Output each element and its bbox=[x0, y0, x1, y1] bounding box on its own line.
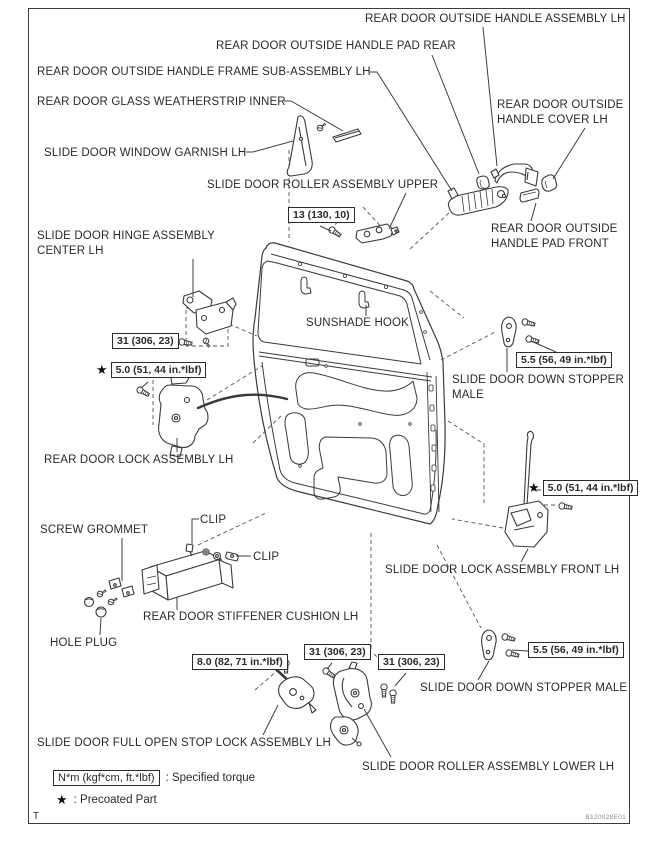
label-line: SLIDE DOOR HINGE ASSEMBLY bbox=[37, 230, 216, 242]
legend-precoated-text: : Precoated Part bbox=[73, 794, 157, 806]
torque-spec-box: 5.5 (56, 49 in.*lbf) bbox=[516, 352, 612, 368]
roller-lower-drawing bbox=[331, 662, 372, 746]
hinge-center-drawing bbox=[183, 291, 236, 334]
label-rear-door-outside-handle-pad-rear: REAR DOOR OUTSIDE HANDLE PAD REAR bbox=[216, 40, 456, 52]
label-slide-door-window-garnish: SLIDE DOOR WINDOW GARNISH LH bbox=[44, 147, 247, 159]
precoated-star-icon: ★ bbox=[56, 792, 68, 807]
label-line: HANDLE COVER LH bbox=[497, 113, 608, 126]
clip-drawing-upper bbox=[186, 544, 193, 556]
label-slide-door-roller-lower: SLIDE DOOR ROLLER ASSEMBLY LOWER LH bbox=[362, 761, 615, 773]
label-clip-lower: CLIP bbox=[253, 551, 280, 563]
glass-weatherstrip-drawing bbox=[333, 129, 361, 142]
torque-spec-precoated bbox=[528, 480, 638, 496]
torque-spec-box: 5.0 (51, 44 in.*lbf) bbox=[543, 480, 639, 496]
handle-frame-drawing bbox=[448, 187, 508, 215]
label-rear-door-outside-handle-frame: REAR DOOR OUTSIDE HANDLE FRAME SUB-ASSEMBLY LH bbox=[37, 66, 371, 78]
label-slide-door-hinge-center bbox=[37, 229, 215, 258]
torque-spec-box: 5.0 (51, 44 in.*lbf) bbox=[111, 362, 207, 378]
door-panel-drawing bbox=[253, 243, 445, 524]
label-line: HANDLE PAD FRONT bbox=[491, 237, 609, 250]
precoated-star-icon: ★ bbox=[528, 480, 540, 495]
label-rear-door-lock-assembly: REAR DOOR LOCK ASSEMBLY LH bbox=[44, 454, 234, 466]
label-slide-door-lock-front: SLIDE DOOR LOCK ASSEMBLY FRONT LH bbox=[385, 564, 620, 576]
label-slide-door-down-stopper-right bbox=[452, 373, 624, 402]
grommet-screw-b bbox=[107, 596, 118, 605]
handle-pad-front-drawing bbox=[520, 189, 539, 202]
handle-assembly-drawing bbox=[491, 164, 538, 186]
legend-torque bbox=[53, 770, 255, 786]
label-rear-door-stiffener-cushion: REAR DOOR STIFFENER CUSHION LH bbox=[143, 611, 359, 623]
label-line: SLIDE DOOR DOWN STOPPER bbox=[452, 374, 624, 386]
garnish-screw bbox=[316, 122, 327, 132]
label-sunshade-hook: SUNSHADE HOOK bbox=[306, 317, 409, 329]
grommet-screw-a bbox=[96, 588, 107, 597]
label-line: REAR DOOR OUTSIDE bbox=[497, 99, 624, 111]
torque-spec-box: 5.5 (56, 49 in.*lbf) bbox=[528, 642, 624, 658]
page-marker: T bbox=[33, 811, 40, 822]
label-line: MALE bbox=[452, 388, 484, 401]
torque-spec-box: 31 (306, 23) bbox=[304, 644, 371, 660]
label-slide-door-down-stopper-bottom: SLIDE DOOR DOWN STOPPER MALE bbox=[420, 682, 628, 694]
hole-plug-drawing bbox=[85, 598, 107, 618]
torque-spec-box: 31 (306, 23) bbox=[112, 333, 179, 349]
torque-spec-precoated bbox=[96, 362, 206, 378]
torque-spec-box: 8.0 (82, 71 in.*lbf) bbox=[192, 654, 288, 670]
torque-spec-box: 31 (306, 23) bbox=[378, 654, 445, 670]
precoated-star-icon: ★ bbox=[96, 362, 108, 377]
legend-precoated bbox=[56, 794, 157, 806]
label-rear-door-glass-weatherstrip: REAR DOOR GLASS WEATHERSTRIP INNER bbox=[37, 96, 286, 108]
label-line: REAR DOOR OUTSIDE bbox=[491, 223, 618, 235]
label-screw-grommet: SCREW GROMMET bbox=[40, 524, 148, 536]
label-slide-door-roller-upper: SLIDE DOOR ROLLER ASSEMBLY UPPER bbox=[207, 179, 439, 191]
roller-upper-drawing bbox=[356, 224, 399, 243]
label-hole-plug: HOLE PLUG bbox=[50, 637, 118, 649]
label-rear-door-outside-handle-assembly: REAR DOOR OUTSIDE HANDLE ASSEMBLY LH bbox=[365, 13, 626, 25]
label-rear-door-outside-handle-pad-front bbox=[491, 222, 618, 251]
legend-torque-text: : Specified torque bbox=[165, 772, 256, 784]
label-line: CENTER LH bbox=[37, 244, 104, 257]
down-stopper-bottom-drawing bbox=[482, 630, 497, 660]
doc-code: B120028E01 bbox=[585, 814, 626, 821]
legend-torque-box: N*m (kgf*cm, ft.*lbf) bbox=[53, 770, 160, 786]
label-clip-upper: CLIP bbox=[200, 514, 227, 526]
label-slide-door-full-open-stop-lock: SLIDE DOOR FULL OPEN STOP LOCK ASSEMBLY LH bbox=[37, 737, 331, 749]
label-rear-door-outside-handle-cover bbox=[497, 98, 624, 127]
down-stopper-right-drawing bbox=[502, 317, 517, 347]
handle-pad-rear-drawing bbox=[477, 176, 490, 189]
torque-spec-box: 13 (130, 10) bbox=[288, 207, 355, 223]
window-garnish-drawing bbox=[287, 116, 312, 176]
